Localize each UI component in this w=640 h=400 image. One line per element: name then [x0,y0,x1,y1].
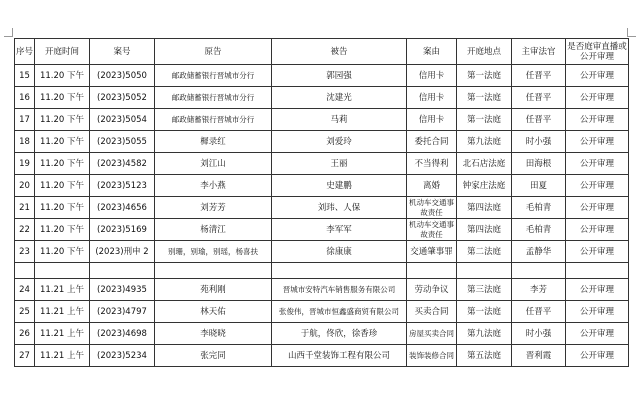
table-cell: (2023)5052 [90,87,155,109]
table-cell: 16 [15,87,35,109]
page-corner-mark [627,28,636,37]
table-cell: 房屋买卖合同 [407,323,457,345]
header-cell: 被告 [272,39,407,65]
table-cell: (2023)5050 [90,65,155,87]
table-cell: 信用卡 [407,87,457,109]
header-cell: 主审法官 [512,39,566,65]
table-cell: (2023)4582 [90,153,155,175]
table-cell: 第五法庭 [457,345,512,367]
table-cell: (2023)刑申 2 [90,241,155,263]
table-cell [457,263,512,279]
table-row [15,323,629,345]
table-cell: 20 [15,175,35,197]
table-cell: 樨录红 [155,131,272,153]
table-cell: 钟家庄法庭 [457,175,512,197]
table-cell: 不当得利 [407,153,457,175]
table-cell: 公开审理 [566,65,629,87]
table-cell: 第九法庭 [457,323,512,345]
table-cell [155,263,272,279]
table-cell [35,263,90,279]
table-cell: 11.20 下午 [35,153,90,175]
table-cell: 交通肇事罪 [407,241,457,263]
header-cell: 案由 [407,39,457,65]
table-cell [512,263,566,279]
table-cell: 刘爱玲 [272,131,407,153]
table-cell: 11.20 下午 [35,87,90,109]
table-cell: 毛柏青 [512,197,566,219]
table-cell: 装饰装修合同 [407,345,457,367]
table-cell: 23 [15,241,35,263]
header-cell: 案号 [90,39,155,65]
header-cell: 是否庭审直播或公开审理 [566,39,629,65]
table-cell: 劳动争议 [407,279,457,301]
table-row [15,175,629,197]
table-row [15,153,629,175]
table-cell: 19 [15,153,35,175]
table-cell: (2023)4797 [90,301,155,323]
table-row [15,131,629,153]
table-cell: 毛柏青 [512,219,566,241]
table-cell: (2023)4935 [90,279,155,301]
table-cell: (2023)5054 [90,109,155,131]
header-cell: 原告 [155,39,272,65]
table-cell: 第一法庭 [457,109,512,131]
table-cell: 田海根 [512,153,566,175]
table-cell: 第四法庭 [457,219,512,241]
table-cell: 徐康康 [272,241,407,263]
table-cell: 山西千堂装饰工程有限公司 [272,345,407,367]
table-cell: 11.20 下午 [35,219,90,241]
table-cell: 信用卡 [407,65,457,87]
table-cell [272,263,407,279]
table-cell: 26 [15,323,35,345]
table-cell: 任晋平 [512,301,566,323]
table-cell: 李晓晓 [155,323,272,345]
table-row [15,241,629,263]
table-cell: 买卖合同 [407,301,457,323]
table-cell: 任晋平 [512,109,566,131]
table-cell: 第一法庭 [457,65,512,87]
table-cell: 25 [15,301,35,323]
blank-separator-row [15,263,629,279]
table-cell: 公开审理 [566,219,629,241]
table-cell: 公开审理 [566,323,629,345]
table-cell: 离婚 [407,175,457,197]
table-row [15,87,629,109]
table-cell: 张俊伟，晋城市恒鑫盛商贸有限公司 [272,301,407,323]
table-cell: 马莉 [272,109,407,131]
table-cell: 刘芳芳 [155,197,272,219]
table-cell: 史建鹏 [272,175,407,197]
table-cell: 晋利霞 [512,345,566,367]
table-cell: 17 [15,109,35,131]
table-cell: 北石店法庭 [457,153,512,175]
table-row [15,301,629,323]
table-cell: 第二法庭 [457,241,512,263]
header-cell: 开庭地点 [457,39,512,65]
table-cell: 公开审理 [566,197,629,219]
table-cell: (2023)5169 [90,219,155,241]
table-cell: 11.20 下午 [35,65,90,87]
court-hearing-schedule-table [14,38,629,367]
table-cell: 公开审理 [566,301,629,323]
table-cell: 21 [15,197,35,219]
table-cell: 15 [15,65,35,87]
table-cell: 公开审理 [566,131,629,153]
table-cell: 任晋平 [512,87,566,109]
table-cell: 24 [15,279,35,301]
table-cell: 刘玮、人保 [272,197,407,219]
page-corner-mark [4,28,13,37]
table-cell: (2023)4656 [90,197,155,219]
table-cell [90,263,155,279]
table-cell: 11.20 下午 [35,175,90,197]
table-cell: 时小强 [512,131,566,153]
table-cell: 郭园强 [272,65,407,87]
table-cell: 11.21 上午 [35,323,90,345]
table-cell: 第一法庭 [457,87,512,109]
table-cell: (2023)4698 [90,323,155,345]
table-cell: 王丽 [272,153,407,175]
table-cell: 别珊，别瑜，别瑶，杨喜扶 [155,241,272,263]
table-cell: 于航，佟欣，徐香珍 [272,323,407,345]
header-cell: 开庭时间 [35,39,90,65]
table-row [15,109,629,131]
table-cell [407,263,457,279]
table-cell: 委托合同 [407,131,457,153]
table-cell: 晋城市安特汽车销售服务有限公司 [272,279,407,301]
table-cell: 田夏 [512,175,566,197]
table-cell: 刘江山 [155,153,272,175]
table-cell: 18 [15,131,35,153]
table-cell: 机动车交通事故责任 [407,219,457,241]
table-cell: 时小强 [512,323,566,345]
table-cell: 公开审理 [566,345,629,367]
table-cell: 苑利刚 [155,279,272,301]
header-cell: 序号 [15,39,35,65]
table-cell: 27 [15,345,35,367]
table-cell: 李军军 [272,219,407,241]
table-cell: 公开审理 [566,279,629,301]
table-cell: 11.21 上午 [35,345,90,367]
table-cell: 第九法庭 [457,131,512,153]
table-cell: 李芳 [512,279,566,301]
table-row [15,279,629,301]
table-cell: 公开审理 [566,87,629,109]
table-cell: (2023)5234 [90,345,155,367]
table-cell [15,263,35,279]
table-row [15,197,629,219]
table-cell: 公开审理 [566,241,629,263]
table-row [15,219,629,241]
table-cell: 第四法庭 [457,197,512,219]
table-row [15,345,629,367]
table-cell: 第三法庭 [457,279,512,301]
table-row [15,65,629,87]
table-cell: 信用卡 [407,109,457,131]
table-cell: 11.21 上午 [35,279,90,301]
table-cell: (2023)5123 [90,175,155,197]
table-cell: 11.20 下午 [35,197,90,219]
table-cell: 邮政储蓄银行晋城市分行 [155,109,272,131]
table-cell: 公开审理 [566,175,629,197]
table-cell: 公开审理 [566,109,629,131]
table-cell: 11.20 下午 [35,109,90,131]
table-cell: 公开审理 [566,153,629,175]
table-cell: 11.20 下午 [35,131,90,153]
table-cell: 李小燕 [155,175,272,197]
table-header-row [15,39,629,65]
table-cell: 沈建光 [272,87,407,109]
table-cell: 11.21 上午 [35,301,90,323]
table-cell: 杨清江 [155,219,272,241]
table-cell: 林天佑 [155,301,272,323]
table-cell: 11.20 下午 [35,241,90,263]
table-cell [566,263,629,279]
table-cell: 第一法庭 [457,301,512,323]
table-cell: 邮政储蓄银行晋城市分行 [155,65,272,87]
table-cell: 孟静华 [512,241,566,263]
table-cell: 22 [15,219,35,241]
table-cell: 机动车交通事故责任 [407,197,457,219]
table-cell: 任晋平 [512,65,566,87]
table-cell: 张完同 [155,345,272,367]
table-cell: (2023)5055 [90,131,155,153]
table-cell: 邮政储蓄银行晋城市分行 [155,87,272,109]
